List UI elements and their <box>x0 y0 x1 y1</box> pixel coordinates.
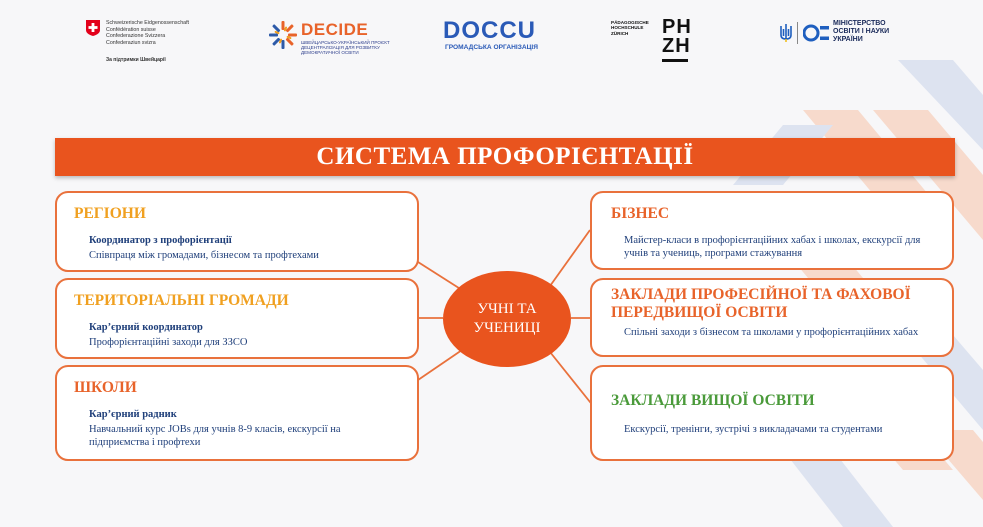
box-title: ЗАКЛАДИ ПРОФЕСІЙНОЇ ТА ФАХОВОЇ ПЕРЕДВИЩОЇ ОСВІТИ <box>611 286 911 321</box>
ministry-name <box>833 20 889 44</box>
box-title: ТЕРИТОРІАЛЬНІ ГРОМАДИ <box>74 292 289 309</box>
decide-subtitle: ШВЕЙЦАРСЬКО-УКРАЇНСЬКИЙ ПРОЄКТ ДЕЦЕНТРАЛІЗАЦІЯ ДЛЯ РОЗВИТКУ ДЕМОКРАТИЧНОЇ ОСВІТИ <box>301 40 390 55</box>
connector-business <box>550 230 590 286</box>
ministry-emblem-icon <box>803 22 829 44</box>
swiss-logo <box>86 20 206 70</box>
swiss-line: Confédération suisse <box>106 26 156 33</box>
box-description: Співпраця між громадами, бізнесом та профтехами <box>89 250 319 261</box>
connector-regions <box>418 262 462 290</box>
ministry-line: МІНІСТЕРСТВО <box>833 20 886 27</box>
phzh-line: PÄDAGOGISCHE <box>611 20 649 25</box>
phzh-mark <box>662 18 692 64</box>
box-role: Кар’єрний радник <box>89 409 177 420</box>
box-description: Профорієнтаційні заходи для ЗЗСО <box>89 337 248 348</box>
box-vocational-education <box>590 278 954 357</box>
decide-name: DECIDE <box>301 20 369 39</box>
phzh-underline <box>662 59 688 62</box>
box-role: Координатор з профорієнтації <box>89 235 232 246</box>
phzh-big-bottom: ZH <box>662 35 691 57</box>
doccu-subtitle: ГРОМАДСЬКА ОРГАНІЗАЦІЯ <box>445 44 538 51</box>
swiss-line: Confederazione Svizzera <box>106 33 166 40</box>
center-label: УЧНІ ТА УЧЕНИЦІ <box>473 301 541 336</box>
swiss-name-lines <box>106 20 189 47</box>
box-higher-education <box>590 365 954 461</box>
connector-schools <box>418 350 462 380</box>
box-title: ЗАКЛАДИ ВИЩОЇ ОСВІТИ <box>611 392 815 409</box>
ministry-logo <box>779 20 919 50</box>
box-schools <box>55 365 419 461</box>
phzh-line: HOCHSCHULE <box>611 25 644 31</box>
swiss-flag-icon <box>86 20 100 36</box>
box-regions <box>55 191 419 272</box>
box-role: Кар’єрний координатор <box>89 322 203 333</box>
phzh-line: ZÜRICH <box>611 30 629 36</box>
ministry-divider <box>797 22 798 44</box>
swiss-line: Schweizerische Eidgenossenschaft <box>106 20 190 26</box>
box-description: Майстер-класи в профорієнтаційних хабах і школах, екскурсії для учнів та учениць, програми стажування <box>624 235 921 259</box>
logo-strip <box>0 0 983 80</box>
decide-logo <box>268 20 390 56</box>
swiss-support-text: За підтримки Швейцарії <box>106 57 166 63</box>
title-banner <box>55 138 955 176</box>
center-node <box>443 271 571 367</box>
box-description: Спільні заходи з бізнесом та школами у профорієнтаційних хабах <box>624 327 919 338</box>
doccu-name: DOCCU <box>443 17 536 44</box>
box-description: Екскурсії, тренінги, зустрічі з викладачами та студентами <box>624 424 883 435</box>
page-title: СИСТЕМА ПРОФОРІЄНТАЦІЇ <box>316 143 694 170</box>
phzh-logo <box>611 18 696 64</box>
trident-icon <box>779 23 793 43</box>
box-title: ШКОЛИ <box>74 379 137 396</box>
ministry-line: ОСВІТИ І НАУКИ <box>833 28 890 35</box>
phzh-small-text <box>611 20 649 36</box>
decide-star-icon <box>268 20 298 50</box>
swiss-line: Confederaziun svizra <box>106 40 156 47</box>
ministry-line: УКРАЇНИ <box>833 36 863 43</box>
box-territorial-communities <box>55 278 419 359</box>
box-description: Навчальний курс JOBs для учнів 8-9 класів, екскурсії на підприємства і профтехи <box>89 424 341 448</box>
box-business <box>590 191 954 270</box>
box-title: БІЗНЕС <box>611 205 670 222</box>
phzh-big-top: PH <box>662 16 692 38</box>
doccu-logo <box>443 17 553 53</box>
box-title: РЕГІОНИ <box>74 205 146 222</box>
